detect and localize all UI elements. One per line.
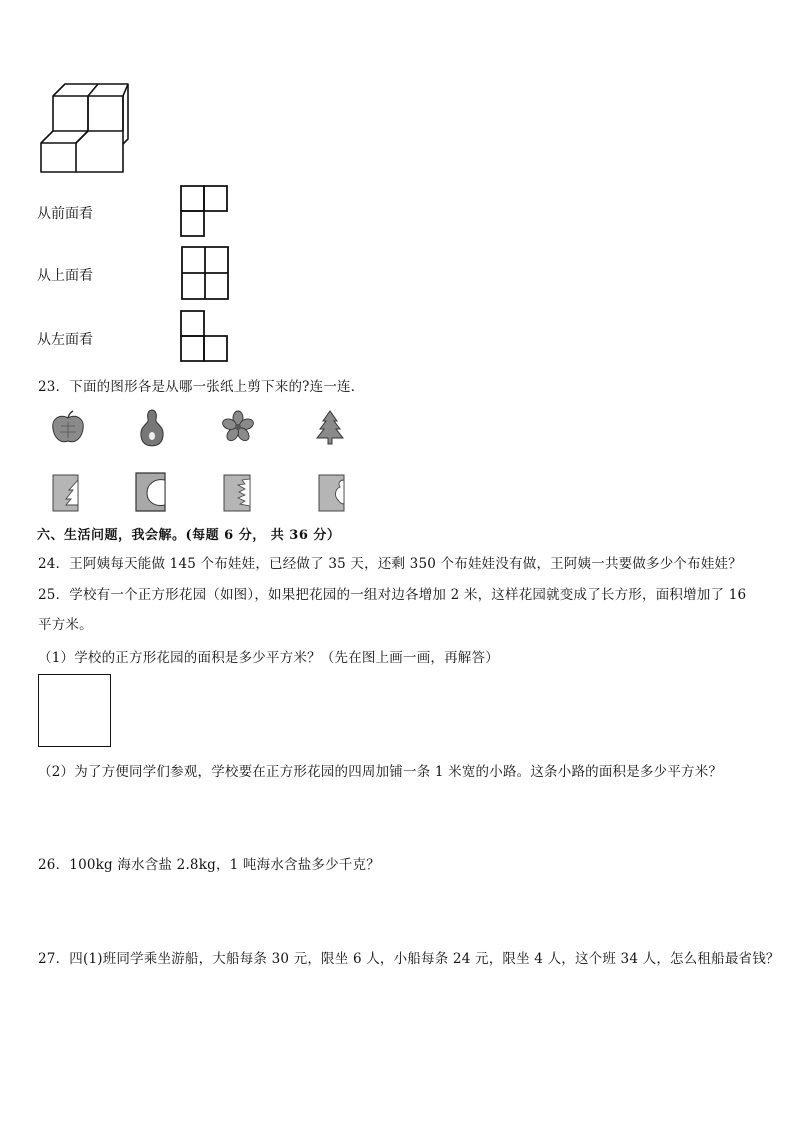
square-garden-figure	[38, 674, 111, 747]
question-25-line1: 25．学校有一个正方形花园（如图），如果把花园的一组对边各增加 2 米，这样花园就变成了长方形，面积增加了 16	[38, 587, 747, 603]
question-23: 23．下面的图形各是从哪一张纸上剪下来的?连一连．	[38, 379, 365, 395]
tree-icon	[314, 410, 346, 446]
paper-cut-flower	[223, 474, 253, 512]
question-25-line2: 平方米。	[38, 617, 93, 633]
question-27: 27．四(1)班同学乘坐游船，大船每条 30 元，限坐 6 人，小船每条 24 元，限坐 4 人，这个班 34 人，怎么租船最省钱？	[38, 951, 780, 967]
paper-cut-gourd	[318, 474, 348, 512]
paper-cut-apple	[135, 472, 167, 512]
top-view-grid	[181, 246, 229, 300]
question-25-sub2: （2）为了方便同学们参观，学校要在正方形花园的四周加铺一条 1 米宽的小路。这条小路的面积是多少平方米？	[38, 764, 723, 780]
question-24: 24．王阿姨每天能做 145 个布娃娃，已经做了 35 天，还剩 350 个布娃娃没有做，王阿姨一共要做多少个布娃娃？	[38, 556, 742, 572]
front-view-grid	[180, 185, 228, 237]
front-view-label: 从前面看	[37, 206, 93, 222]
section-6-title: 六、生活问题，我会解。(每题 6 分， 共 36 分）	[37, 528, 341, 543]
top-view-label: 从上面看	[37, 268, 93, 284]
left-view-label: 从左面看	[37, 332, 93, 348]
gourd-icon	[137, 408, 167, 448]
apple-icon	[50, 410, 86, 446]
question-25-sub1: （1）学校的正方形花园的面积是多少平方米？（先在图上画一画，再解答）	[38, 650, 499, 666]
flower-icon	[221, 410, 255, 444]
question-26: 26．100kg 海水含盐 2.8kg，1 吨海水含盐多少千克？	[38, 857, 380, 873]
paper-cut-tree	[52, 474, 82, 512]
cube-stack-figure	[40, 82, 130, 174]
left-view-grid	[180, 310, 228, 362]
